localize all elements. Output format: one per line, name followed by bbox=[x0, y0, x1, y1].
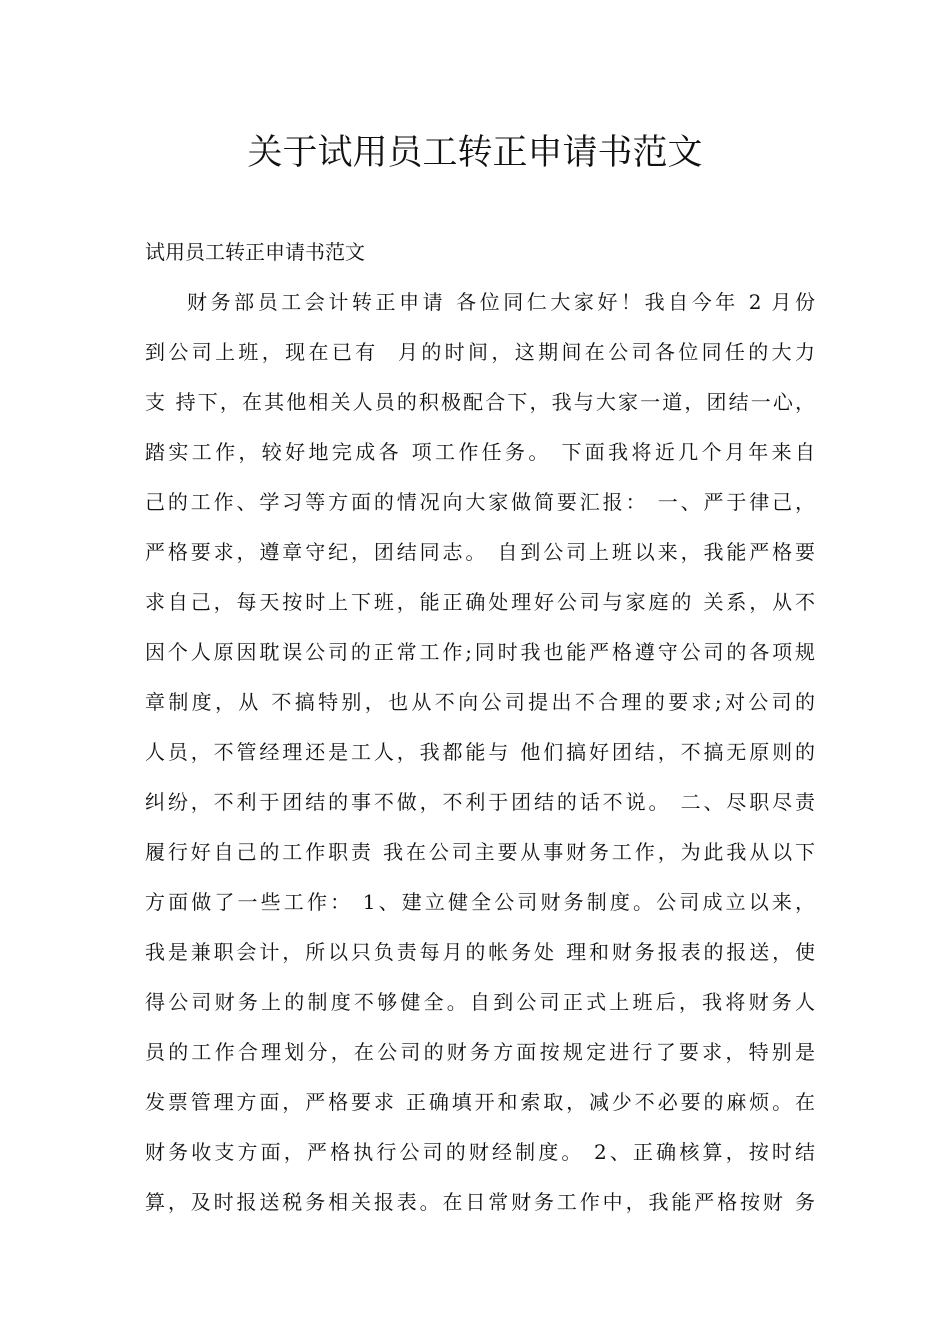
document-body bbox=[145, 285, 815, 1235]
body-line: 章制度，从 不搞特别，也从不向公司提出不合理的要求;对公司的 bbox=[145, 690, 815, 714]
body-line: 到公司上班，现在已有 月的时间，这期间在公司各位同任的大力 bbox=[145, 340, 815, 364]
body-line: 财务收支方面，严格执行公司的财经制度。 2、正确核算，按时结 bbox=[145, 1140, 815, 1164]
body-line: 财务部员工会计转正申请 各位同仁大家好！我自今年 2 月份 bbox=[187, 290, 815, 314]
body-line: 人员，不管经理还是工人，我都能与 他们搞好团结，不搞无原则的 bbox=[145, 740, 815, 764]
body-line: 算，及时报送税务相关报表。在日常财务工作中，我能严格按财 务 bbox=[145, 1190, 815, 1214]
body-line: 纠纷，不利于团结的事不做，不利于团结的话不说。 二、尽职尽责 bbox=[145, 790, 815, 814]
body-line: 履行好自己的工作职责 我在公司主要从事财务工作，为此我从以下 bbox=[145, 840, 815, 864]
body-line: 支 持下，在其他相关人员的积极配合下，我与大家一道，团结一心， bbox=[145, 390, 815, 414]
body-line: 发票管理方面，严格要求 正确填开和索取，减少不必要的麻烦。在 bbox=[145, 1090, 815, 1114]
body-line: 我是兼职会计，所以只负责每月的帐务处 理和财务报表的报送，使 bbox=[145, 940, 815, 964]
body-line: 严格要求，遵章守纪，团结同志。 自到公司上班以来，我能严格要 bbox=[145, 540, 815, 564]
body-line: 求自己，每天按时上下班，能正确处理好公司与家庭的 关系，从不 bbox=[145, 590, 815, 614]
body-line: 得公司财务上的制度不够健全。自到公司正式上班后，我将财务人 bbox=[145, 990, 815, 1014]
body-line: 己的工作、学习等方面的情况向大家做简要汇报： 一、严于律己， bbox=[145, 490, 815, 514]
body-line: 踏实工作，较好地完成各 项工作任务。 下面我将近几个月年来自 bbox=[145, 440, 815, 464]
body-line: 员的工作合理划分，在公司的财务方面按规定进行了要求，特别是 bbox=[145, 1040, 815, 1064]
document-subtitle: 试用员工转正申请书范文 bbox=[145, 240, 365, 264]
body-line: 因个人原因耽误公司的正常工作;同时我也能严格遵守公司的各项规 bbox=[145, 640, 815, 664]
document-title: 关于试用员工转正申请书范文 bbox=[247, 133, 703, 173]
body-line: 方面做了一些工作： 1、建立健全公司财务制度。公司成立以来， bbox=[145, 890, 815, 914]
